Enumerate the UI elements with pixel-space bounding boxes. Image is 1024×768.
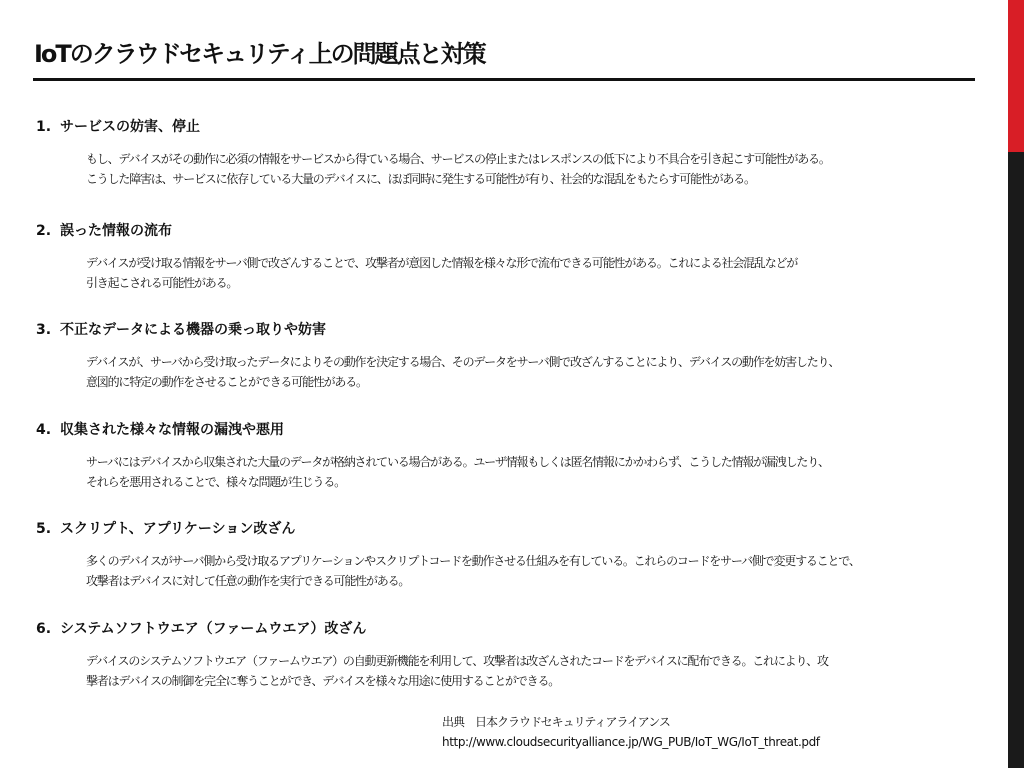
- section-data-leak: [36, 421, 956, 492]
- title-underline: [33, 78, 975, 81]
- body-line: こうした障害は、サービスに依存している大量のデバイスに、ほぼ同時に発生する可能性が有り、社会的な混乱をもたらす可能性がある。: [86, 172, 755, 186]
- section-body: [86, 452, 956, 492]
- body-line: サーバにはデバイスから収集された大量のデータが格納されている場合がある。ユーザ情報もしくは匿名情報にかかわらず、こうした情報が漏洩したり、: [86, 455, 829, 469]
- section-body: [86, 551, 956, 591]
- section-body: [86, 651, 956, 691]
- body-line: デバイスのシステムソフトウエア（ファームウエア）の自動更新機能を利用して、攻撃者は改ざんされたコードをデバイスに配布できる。これにより、攻: [86, 654, 828, 668]
- body-line: 引き起こされる可能性がある。: [86, 276, 238, 290]
- section-body: [86, 149, 956, 189]
- section-heading-text: 不正なデータによる機器の乗っ取りや妨害: [60, 322, 326, 338]
- section-number: 2.: [36, 223, 52, 239]
- slide-title: IoTのクラウドセキュリティ上の問題点と対策: [34, 40, 485, 68]
- section-device-hijack: [36, 321, 956, 392]
- section-heading: [36, 421, 956, 439]
- section-heading-text: 誤った情報の流布: [60, 223, 172, 239]
- body-line: デバイスが、サーバから受け取ったデータによりその動作を決定する場合、そのデータをサーバ側で改ざんすることにより、デバイスの動作を妨害したり、: [86, 355, 840, 369]
- section-firmware-tampering: [36, 620, 956, 691]
- section-misinformation: [36, 222, 956, 293]
- section-number: 4.: [36, 422, 52, 438]
- accent-bar-dark: [1008, 152, 1024, 768]
- section-heading-text: システムソフトウエア（ファームウエア）改ざん: [60, 621, 367, 637]
- source-citation: [442, 712, 820, 752]
- body-line: 攻撃者はデバイスに対して任意の動作を実行できる可能性がある。: [86, 574, 410, 588]
- body-line: 撃者はデバイスの制御を完全に奪うことができ、デバイスを様々な用途に使用することができる。: [86, 674, 560, 688]
- section-number: 1.: [36, 119, 52, 135]
- section-heading-text: スクリプト、アプリケーション改ざん: [60, 521, 296, 537]
- section-heading: [36, 321, 956, 339]
- body-line: それらを悪用されることで、様々な問題が生じうる。: [86, 475, 345, 489]
- section-number: 6.: [36, 621, 52, 637]
- body-line: もし、デバイスがその動作に必須の情報をサービスから得ている場合、サービスの停止またはレスポンスの低下により不具合を引き起こす可能性がある。: [86, 152, 830, 166]
- section-heading: [36, 620, 956, 638]
- body-line: 意図的に特定の動作をさせることができる可能性がある。: [86, 375, 367, 389]
- accent-bar-red: [1008, 0, 1024, 152]
- source-title: 出典 日本クラウドセキュリティアライアンス: [442, 715, 670, 729]
- body-line: デバイスが受け取る情報をサーバ側で改ざんすることで、攻撃者が意図した情報を様々な形で流布できる可能性がある。これによる社会混乱などが: [86, 256, 798, 270]
- body-line: 多くのデバイスがサーバ側から受け取るアプリケーションやスクリプトコードを動作させる仕組みを有している。これらのコードをサーバ側で変更することで、: [86, 554, 860, 568]
- section-number: 5.: [36, 521, 52, 537]
- source-url: http://www.cloudsecurityalliance.jp/WG_PUB/IoT_WG/IoT_threat.pdf: [442, 735, 820, 749]
- section-heading: [36, 118, 956, 136]
- section-heading-text: 収集された様々な情報の漏洩や悪用: [60, 422, 284, 438]
- section-script-tampering: [36, 520, 956, 591]
- section-body: [86, 253, 956, 293]
- section-heading: [36, 222, 956, 240]
- section-number: 3.: [36, 322, 52, 338]
- section-heading: [36, 520, 956, 538]
- section-heading-text: サービスの妨害、停止: [60, 119, 200, 135]
- section-service-disruption: [36, 118, 956, 189]
- section-body: [86, 352, 956, 392]
